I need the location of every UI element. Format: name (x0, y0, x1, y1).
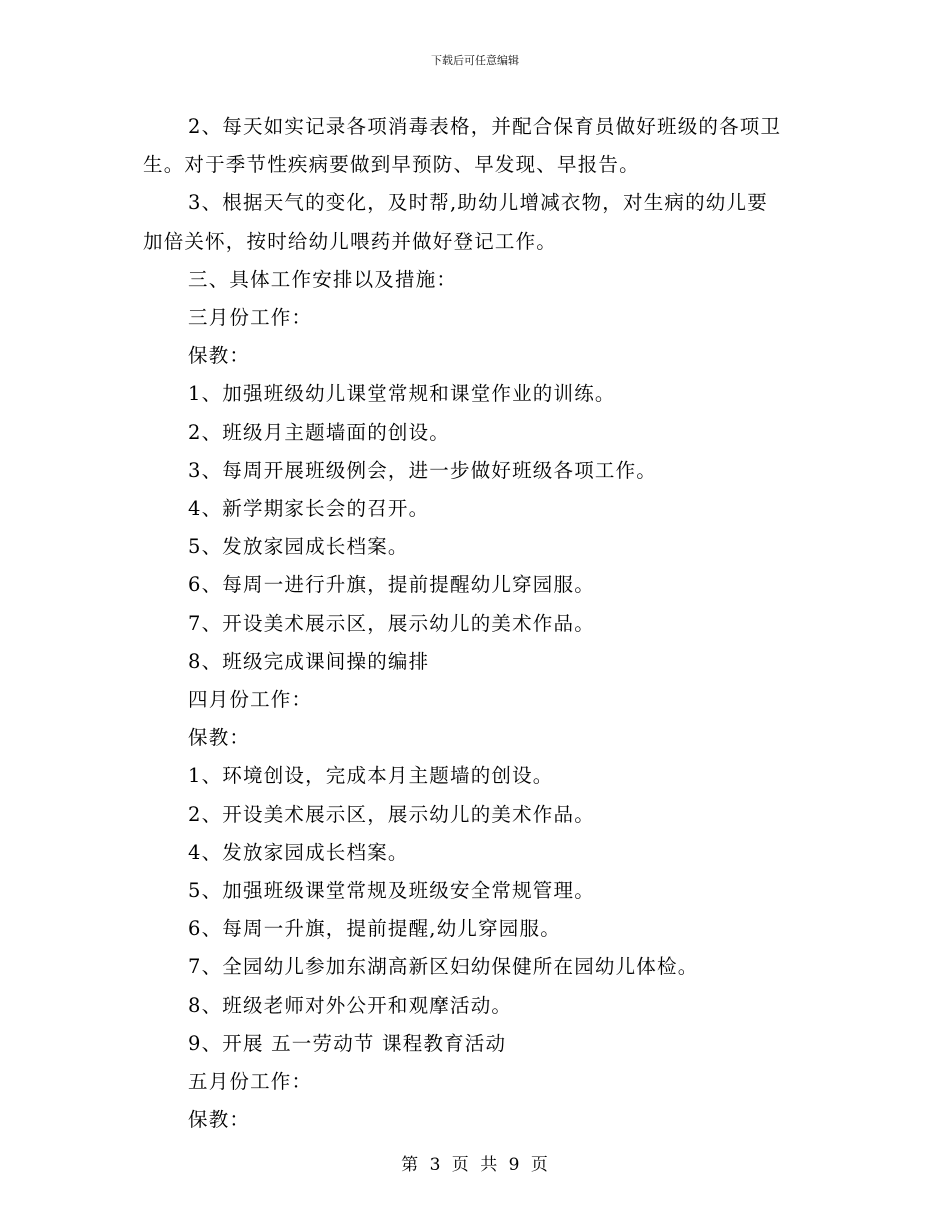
text-line: 保教： (188, 726, 251, 750)
text-line: 5、加强班级课堂常规及班级安全常规管理。 (188, 879, 595, 903)
text-line: 生。对于季节性疾病要做到早预防、早发现、早报告。 (143, 153, 640, 177)
text-line: 3、根据天气的变化，及时帮,助幼儿增减衣物，对生病的幼儿要 (188, 191, 768, 215)
text-line: 五月份工作： (188, 1070, 313, 1094)
text-line: 四月份工作： (188, 688, 313, 712)
text-line: 7、开设美术展示区，展示幼儿的美术作品。 (188, 611, 595, 635)
text-line: 8、班级完成课间操的编排 (188, 649, 430, 673)
page-footer: 第 3 页 共 9 页 (401, 1155, 549, 1175)
text-line: 5、发放家园成长档案。 (188, 535, 409, 559)
text-line: 三月份工作： (188, 306, 313, 330)
text-line: 三、具体工作安排以及措施： (188, 267, 458, 291)
document-body (143, 108, 815, 1139)
text-line: 4、发放家园成长档案。 (188, 840, 409, 864)
text-line: 加倍关怀，按时给幼儿喂药并做好登记工作。 (143, 229, 558, 253)
text-line: 保教： (188, 344, 251, 368)
text-line: 1、环境创设，完成本月主题墙的创设。 (188, 764, 554, 788)
text-line: 9、开展 五一劳动节 课程教育活动 (188, 1031, 507, 1055)
text-line: 2、每天如实记录各项消毒表格，并配合保育员做好班级的各项卫 (188, 115, 782, 138)
page-header: 下载后可任意编辑 (431, 54, 519, 67)
text-line: 8、班级老师对外公开和观摩活动。 (188, 993, 513, 1017)
text-line: 6、每周一升旗，提前提醒,幼儿穿园服。 (188, 917, 561, 941)
text-line: 2、班级月主题墙面的创设。 (188, 420, 451, 444)
text-line: 1、加强班级幼儿课堂常规和课堂作业的训练。 (188, 382, 616, 406)
text-line: 4、新学期家长会的召开。 (188, 497, 430, 521)
text-line: 2、开设美术展示区，展示幼儿的美术作品。 (188, 802, 595, 826)
text-line: 6、每周一进行升旗，提前提醒幼儿穿园服。 (188, 573, 595, 597)
text-line: 7、全园幼儿参加东湖高新区妇幼保健所在园幼儿体检。 (188, 955, 699, 979)
text-line: 保教： (188, 1108, 251, 1132)
text-line: 3、每周开展班级例会，进一步做好班级各项工作。 (188, 458, 658, 482)
